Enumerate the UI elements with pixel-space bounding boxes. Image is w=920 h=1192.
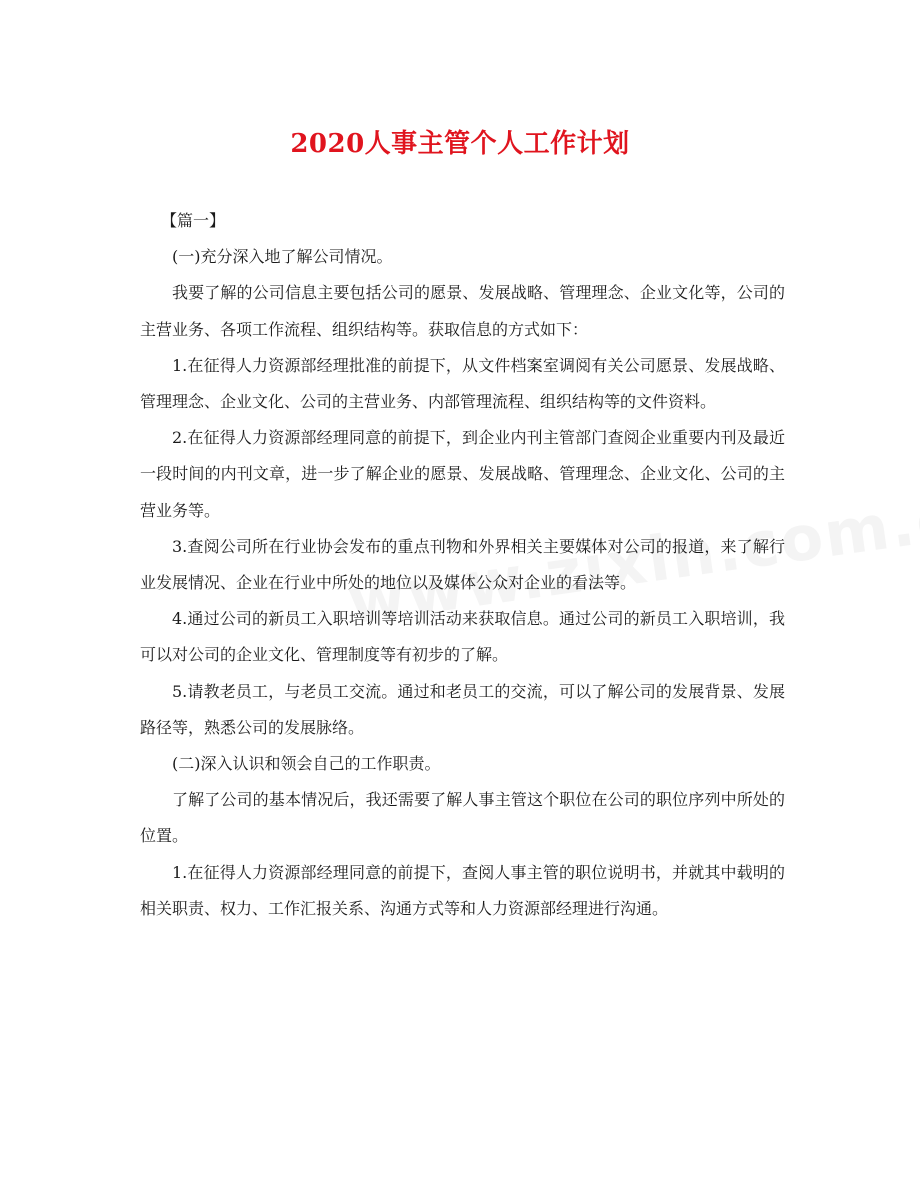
paragraph: 2.在征得人力资源部经理同意的前提下，到企业内刊主管部门查阅企业重要内刊及最近一段时间的内刊文章，进一步了解企业的愿景、发展战略、管理理念、企业文化、公司的主营业务等。: [140, 428, 785, 520]
paragraph: 4.通过公司的新员工入职培训等培训活动来获取信息。通过公司的新员工入职培训，我可以对公司的企业文化、管理制度等有初步的了解。: [140, 609, 785, 665]
document-title: 2020人事主管个人工作计划: [290, 129, 630, 159]
paragraph: (二)深入认识和领会自己的工作职责。: [172, 754, 441, 774]
document-body: [140, 203, 785, 927]
paragraph: 3.查阅公司所在行业协会发布的重点刊物和外界相关主要媒体对公司的报道，来了解行业发展情况、企业在行业中所处的地位以及媒体公众对企业的看法等。: [140, 536, 785, 593]
paragraph: 了解了公司的基本情况后，我还需要了解人事主管这个职位在公司的职位序列中所处的位置。: [140, 790, 785, 846]
paragraph: 1.在征得人力资源部经理批准的前提下，从文件档案室调阅有关公司愿景、发展战略、管理理念、企业文化、公司的主营业务、内部管理流程、组织结构等的文件资料。: [140, 355, 785, 412]
paragraph: 1.在征得人力资源部经理同意的前提下，查阅人事主管的职位说明书，并就其中载明的相关职责、权力、工作汇报关系、沟通方式等和人力资源部经理进行沟通。: [140, 862, 785, 918]
paragraph: 5.请教老员工，与老员工交流。通过和老员工的交流，可以了解公司的发展背景、发展路径等，熟悉公司的发展脉络。: [140, 681, 785, 737]
paragraph: 我要了解的公司信息主要包括公司的愿景、发展战略、管理理念、企业文化等，公司的主营业务、各项工作流程、组织结构等。获取信息的方式如下：: [140, 283, 785, 339]
section-label: 【篇一】: [161, 211, 226, 230]
paragraph: (一)充分深入地了解公司情况。: [172, 247, 393, 267]
